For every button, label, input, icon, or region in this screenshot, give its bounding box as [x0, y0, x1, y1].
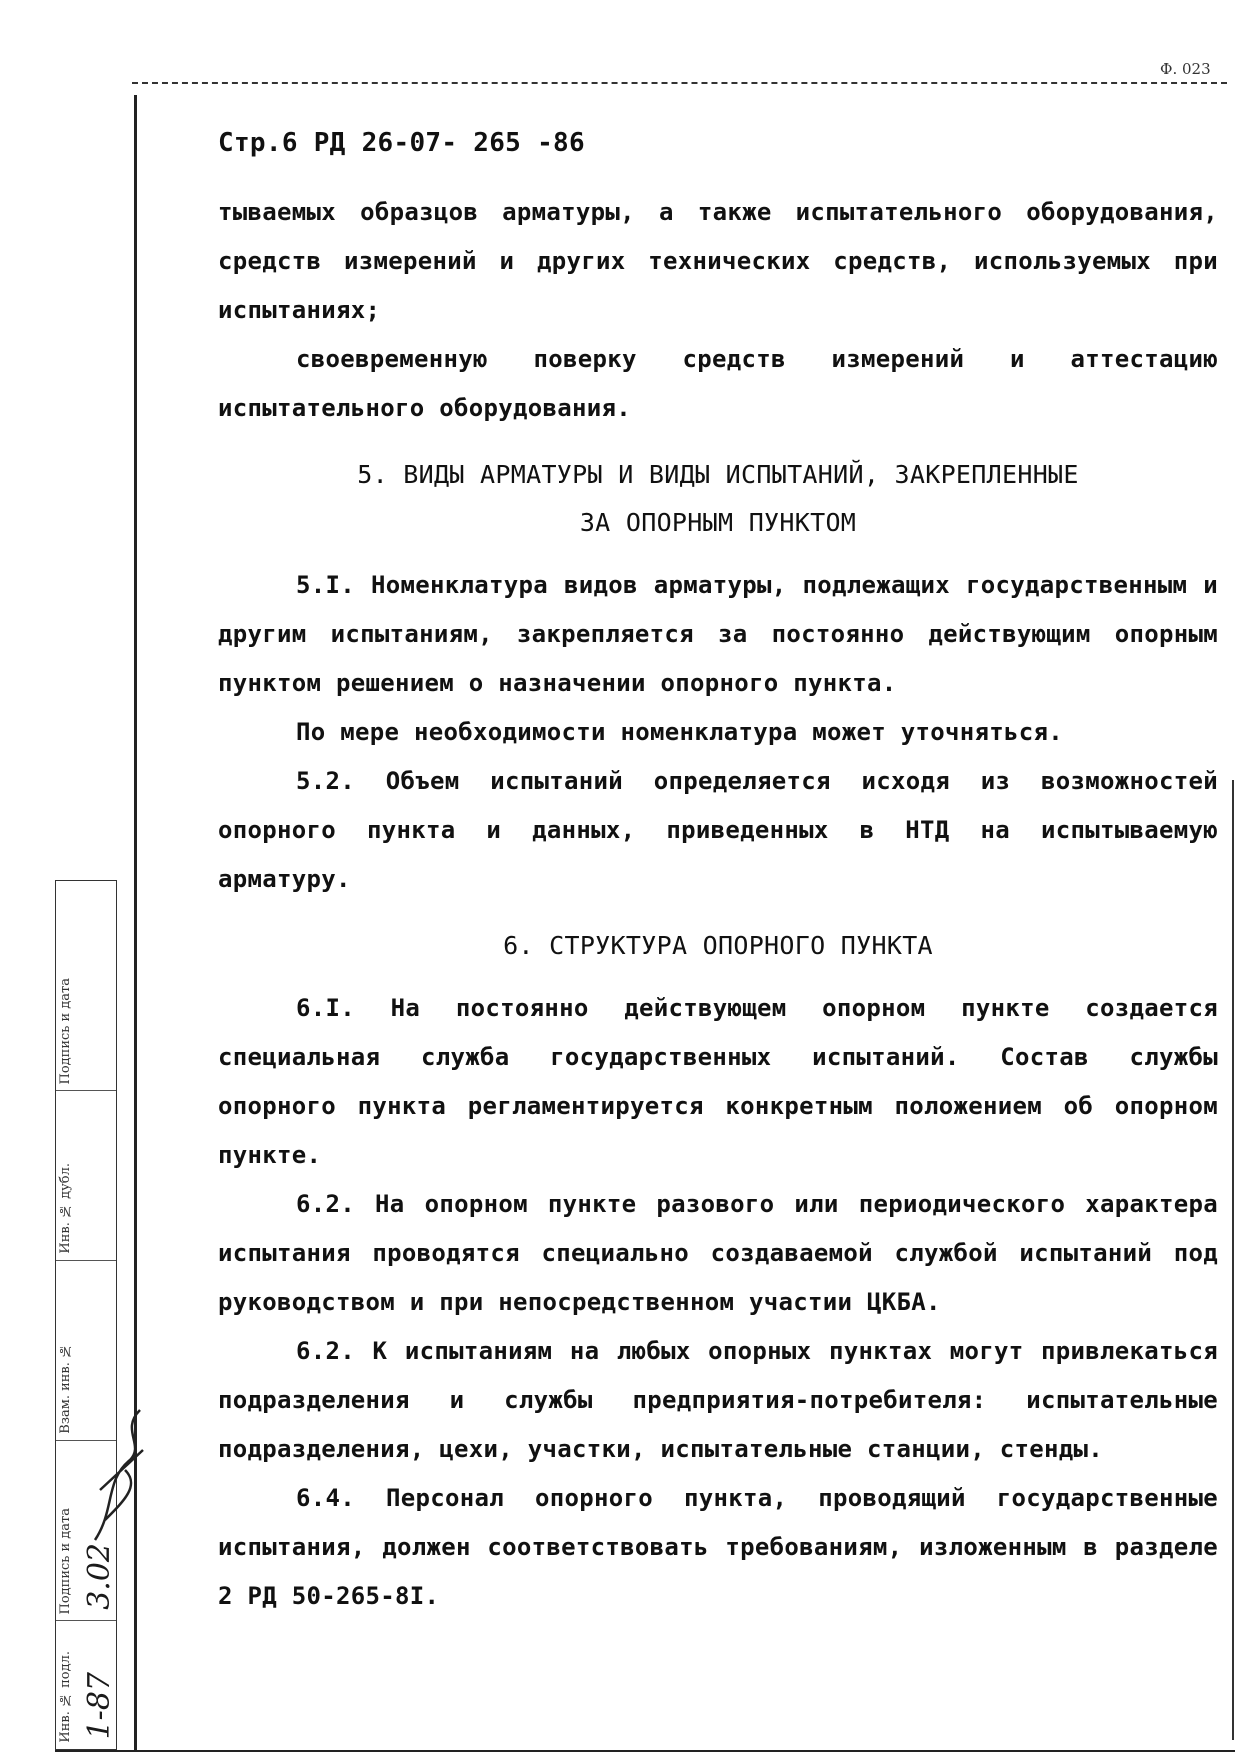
stamp-label-inv-podl: Инв. № подл.: [58, 1651, 73, 1743]
right-frame-border: [1232, 780, 1234, 1740]
form-code: Ф. 023: [1160, 60, 1211, 78]
stamp-value-inv-podl: 1-87: [82, 1671, 117, 1739]
section-5-title-line1: 5. ВИДЫ АРМАТУРЫ И ВИДЫ ИСПЫТАНИЙ, ЗАКРЕПЛЕННЫЕ: [357, 460, 1079, 489]
bottom-frame-border: [55, 1750, 1235, 1752]
section-6-title: [218, 922, 1218, 970]
paragraph-6-4: 6.4. Персонал опорного пункта, проводящий государственные испытания, должен соответствовать требованиям, изложенным в разделе 2 РД 50-265-8I.: [218, 1484, 1218, 1610]
paragraph-6-3: 6.2. К испытаниям на любых опорных пунктах могут привлекаться подразделения и службы предприятия-потребителя: испытательные подразделения, цехи, участки, испытательные станции, стенды.: [218, 1337, 1218, 1463]
paragraph-5-2: 5.2. Объем испытаний определяется исходя из возможностей опорного пункта и данных, приведенных в НТД на испытываемую арматуру.: [218, 767, 1218, 893]
paragraph-continuation: тываемых образцов арматуры, а также испытательного оборудования, средств измерений и других технических средств, используемых при испытаниях;: [218, 198, 1218, 324]
stamp-label-vzam-inv: Взам. инв. №: [58, 1343, 73, 1434]
paragraph-5-1: 5.I. Номенклатура видов арматуры, подлежащих государственным и другим испытаниям, закрепляется за постоянно действующим опорным пунктом решением о назначении опорного пункта.: [218, 571, 1218, 697]
section-5-title-line2: ЗА ОПОРНЫМ ПУНКТОМ: [579, 508, 857, 537]
paragraph-6-2: 6.2. На опорном пункте разового или периодического характера испытания проводятся специально создаваемой службой испытаний под руководством и при непосредственном участии ЦКБА.: [218, 1190, 1218, 1316]
page-header: Стр.6 РД 26-07- 265 -86: [218, 128, 585, 158]
section-6-title-line1: 6. СТРУКТУРА ОПОРНОГО ПУНКТА: [503, 931, 933, 960]
top-rule: [132, 82, 1227, 84]
stamp-value-date: 3.02: [82, 1543, 117, 1610]
margin-stamp: [55, 880, 117, 1750]
stamp-cell-inv-podl: [56, 1621, 116, 1749]
stamp-cell-inv-dubl: [56, 1091, 116, 1261]
stamp-label-inv-dubl: Инв. № дубл.: [58, 1163, 73, 1254]
document-body: [218, 128, 1218, 1621]
section-5-title: [218, 451, 1218, 547]
paragraph-5-1-note: По мере необходимости номенклатура может уточняться.: [296, 718, 1063, 746]
stamp-cell-podpis-data: [56, 881, 116, 1091]
stamp-label-podpis-data: Подпись и дата: [58, 977, 73, 1084]
handwritten-signature: [85, 1390, 155, 1560]
stamp-label-podpis-data-2: Подпись и дата: [58, 1507, 73, 1614]
paragraph-verification: своевременную поверку средств измерений и аттестацию испытательного оборудования.: [218, 345, 1218, 422]
paragraph-6-1: 6.I. На постоянно действующем опорном пункте создается специальная служба государственных испытаний. Состав службы опорного пункта регламентируется конкретным положением об опорном пункте.: [218, 994, 1218, 1169]
